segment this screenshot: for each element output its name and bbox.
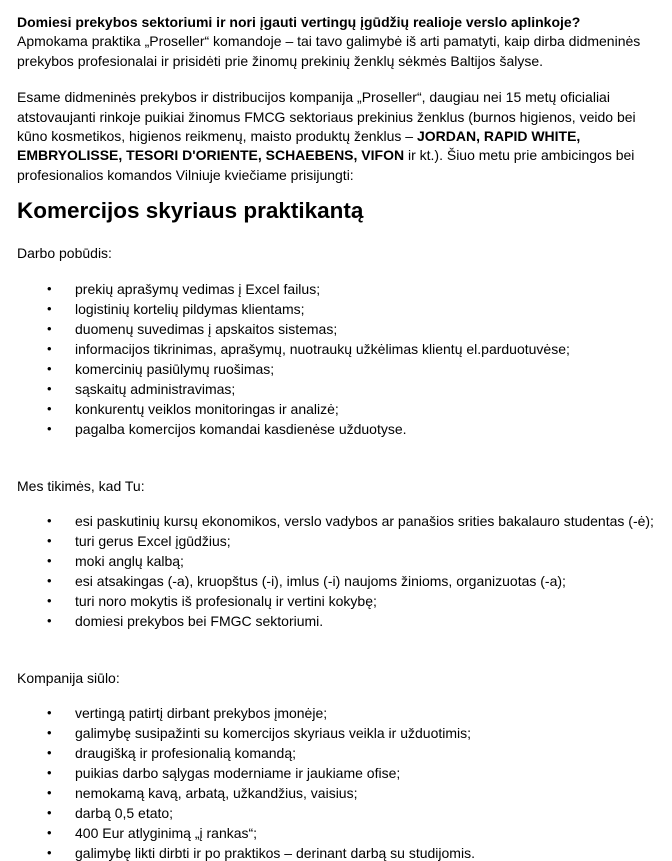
list-item-text: draugišką ir profesionalią komandą; [75,745,297,762]
list-item-text: sąskaitų administravimas; [75,380,236,397]
list-item-text: turi gerus Excel įgūdžius; [75,533,231,550]
bullet-icon: • [47,725,52,741]
list-item-text: esi paskutinių kursų ekonomikos, verslo vadybos ar panašios srities bakalauro studentas (-ė); [75,513,654,530]
list-item-text: prekių aprašymų vedimas į Excel failus; [75,280,321,297]
list-item-text: domiesi prekybos bei FMGC sektoriumi. [75,613,324,630]
bullet-icon: • [47,340,52,356]
bullet-icon: • [47,573,52,589]
list-item [17,723,652,743]
list-item-text: logistinių kortelių pildymas klientams; [75,300,305,317]
job-title: Komercijos skyriaus praktikantą [17,198,364,224]
list-item-text: moki anglų kalbą; [75,553,184,570]
list-item-text: esi atsakingas (-a), kruopštus (-i), imlus (-i) naujoms žinioms, organizuotas (-a); [75,573,566,590]
list-item-text: komercinių pasiūlymų ruošimas; [75,360,275,377]
bullet-icon: • [47,745,52,761]
list-item-text: vertingą patirtį dirbant prekybos įmonėje; [75,705,328,722]
list-item-text: galimybę likti dirbti ir po praktikos – derinant darbą su studijomis. [75,845,475,861]
list-item [17,299,652,319]
intro-paragraph: Apmokama praktika „Proseller“ komandoje – tai tavo galimybė iš arti pamatyti, kaip dirba didmeninės prekybos profesionalai ir prisidėti prie žinomų prekinių ženklų sėkmės Baltijos šalyse. [17,33,641,69]
list-item [17,379,652,399]
list-item-text: informacijos tikrinimas, aprašymų, nuotraukų užkėlimas klientų el.parduotuvėse; [75,340,570,357]
bullet-icon: • [47,533,52,549]
bullet-icon: • [47,553,52,569]
list-item [17,823,652,843]
list-item [17,611,652,631]
bullet-icon: • [47,380,52,396]
list-item [17,703,652,723]
list-item-text: 400 Eur atlyginimą „į rankas“; [75,825,258,842]
list-item-text: turi noro mokytis iš profesionalų ir vertini kokybę; [75,593,377,610]
company-text-before-brands: Esame didmeninės prekybos ir distribucijos kompanija „Proseller“, daugiau nei 15 metų oficialiai atstovaujanti rinkoje puikiai žinomus FMCG sektoriaus prekinius ženklus (burnos higienos, veido bei kūno kosmetikos, higienos reikmenų, maisto produktų ženklus – [17,89,636,145]
list-item [17,571,652,591]
list-item [17,339,652,359]
company-text-after-brands: ir kt.). Šiuo metu prie ambicingos bei profesionalios komandos Vilniuje kviečiame prisijungti: [17,147,635,183]
list-item [17,319,652,339]
section-label-darbo-pobudis: Darbo pobūdis: [17,245,112,262]
bullet-icon: • [47,765,52,781]
bullet-icon: • [47,705,52,721]
bullet-icon: • [47,845,52,861]
bullet-icon: • [47,320,52,336]
list-item [17,419,652,439]
list-item-text: puikias darbo sąlygas moderniame ir jaukiame ofise; [75,765,401,782]
list-item [17,279,652,299]
bullet-icon: • [47,400,52,416]
list-item [17,531,652,551]
list-item [17,743,652,763]
list-item [17,763,652,783]
bullet-icon: • [47,300,52,316]
list-item-text: pagalba komercijos komandai kasdienėse užduotyse. [75,420,407,437]
list-item [17,843,652,861]
list-item [17,359,652,379]
offers-list [17,703,652,861]
list-item-text: nemokamą kavą, arbatą, užkandžius, vaisius; [75,785,358,802]
list-item-text: darbą 0,5 etato; [75,805,174,822]
list-item [17,591,652,611]
bullet-icon: • [47,593,52,609]
bullet-icon: • [47,280,52,296]
section-label-kompanija-siulo: Kompanija siūlo: [17,670,120,687]
brand-names-bold: JORDAN, RAPID WHITE, EMBRYOLISSE, TESORI D'ORIENTE, SCHAEBENS, VIFON [17,128,581,164]
bullet-icon: • [47,420,52,436]
expectations-list [17,511,652,631]
bullet-icon: • [47,513,52,529]
bullet-icon: • [47,360,52,376]
list-item-text: konkurentų veiklos monitoringas ir analizė; [75,400,339,417]
company-paragraph [17,88,652,185]
duties-list [17,279,652,439]
list-item [17,551,652,571]
list-item [17,803,652,823]
list-item [17,783,652,803]
section-label-mes-tikimes: Mes tikimės, kad Tu: [17,477,145,494]
bullet-icon: • [47,785,52,801]
intro-question: Domiesi prekybos sektoriumi ir nori įgauti vertingų įgūdžių realioje verslo aplinkoje? [17,14,581,30]
list-item-text: duomenų suvedimas į apskaitos sistemas; [75,320,338,337]
list-item [17,399,652,419]
bullet-icon: • [47,805,52,821]
list-item [17,511,652,531]
bullet-icon: • [47,613,52,629]
list-item-text: galimybę susipažinti su komercijos skyriaus veikla ir užduotimis; [75,725,472,742]
bullet-icon: • [47,825,52,841]
